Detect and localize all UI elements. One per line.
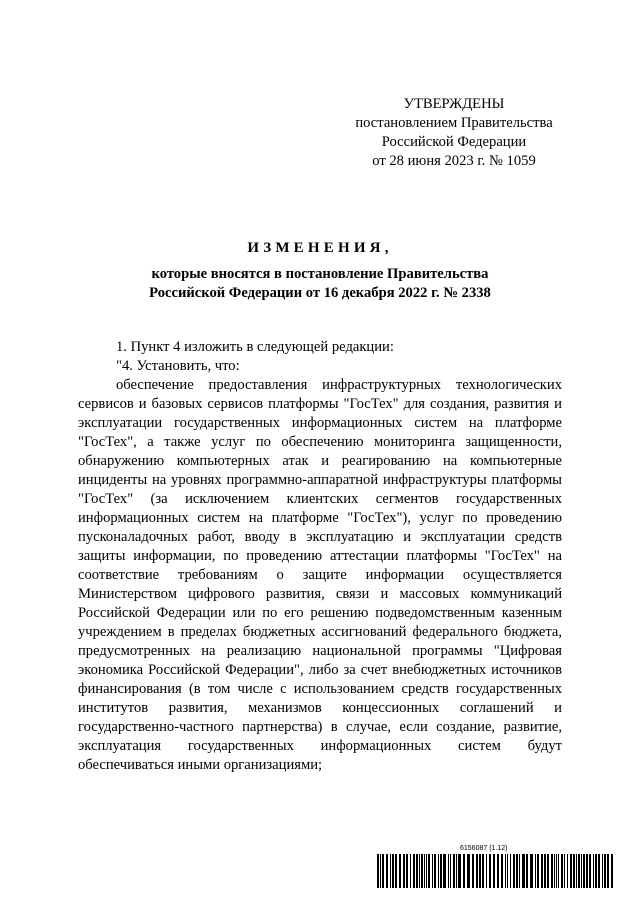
document-body: [78, 338, 562, 775]
barcode-bar: [604, 854, 606, 888]
barcode-bar: [380, 854, 381, 888]
barcode-bar: [537, 854, 539, 888]
barcode-bar: [551, 854, 553, 888]
barcode-bar: [541, 854, 543, 888]
barcode-bar: [489, 854, 491, 888]
barcode-bar: [497, 854, 499, 888]
barcode-bar: [395, 854, 397, 888]
barcode-bar: [428, 854, 430, 888]
barcode-bar: [516, 854, 518, 888]
barcode-bar: [556, 854, 557, 888]
barcode-bar: [438, 854, 439, 888]
barcode-bar: [576, 854, 577, 888]
barcode-bar: [424, 854, 425, 888]
document-subtitle: [90, 265, 550, 303]
barcode-bar: [426, 854, 427, 888]
approval-line-2: Российской Федерации: [381, 134, 527, 150]
barcode-bar: [522, 854, 525, 888]
barcode-image: [377, 854, 614, 888]
approval-line-3: от 28 июня 2023 г. № 1059: [372, 153, 536, 169]
approval-heading: УТВЕРЖДЕНЫ: [403, 96, 505, 112]
barcode-bar: [567, 854, 568, 888]
barcode-bar: [583, 854, 585, 888]
barcode-bar: [406, 854, 408, 888]
barcode-bar: [505, 854, 506, 888]
approval-line-1: постановлением Правительства: [355, 115, 553, 131]
barcode-bar: [453, 854, 455, 888]
barcode-bar: [513, 854, 515, 888]
barcode-bar: [392, 854, 394, 888]
barcode-bar: [554, 854, 555, 888]
barcode-bar: [570, 854, 572, 888]
barcode-bar: [434, 854, 436, 888]
barcode-bar: [443, 854, 446, 888]
barcode-bar: [589, 854, 591, 888]
barcode-bar: [493, 854, 495, 888]
barcode-bar: [413, 854, 415, 888]
barcode-bar: [458, 854, 461, 888]
barcode-bar: [463, 854, 465, 888]
barcode-bar: [593, 854, 594, 888]
barcode-bar: [561, 854, 563, 888]
barcode-bar: [598, 854, 600, 888]
barcode-bar: [467, 854, 470, 888]
barcode-bar: [432, 854, 433, 888]
document-code: 6156087 (1.12): [460, 845, 508, 852]
barcode-bar: [448, 854, 449, 888]
barcode-bar: [479, 854, 481, 888]
document-title: ИЗМЕНЕНИЯ,: [247, 240, 393, 256]
barcode-bar: [611, 854, 613, 888]
barcode-bar: [421, 854, 423, 888]
barcode-bar: [382, 854, 384, 888]
barcode-bar: [530, 854, 533, 888]
barcode-bar: [510, 854, 511, 888]
subtitle-line-1: которые вносятся в постановление Правительства: [151, 266, 489, 282]
barcode-bar: [547, 854, 549, 888]
barcode-bar: [390, 854, 391, 888]
barcode-bar: [507, 854, 508, 888]
barcode-bar: [416, 854, 418, 888]
barcode-bar: [440, 854, 442, 888]
paragraph-1: 1. Пункт 4 изложить в следующей редакции:: [116, 339, 394, 355]
barcode-bar: [399, 854, 401, 888]
barcode-bar: [472, 854, 474, 888]
paragraph-3: обеспечение предоставления инфраструктурных технологических сервисов и базовых сервисов платформы "ГосТех" для создания, развития и эксплуатации государственных информационных систем на платформе "ГосТех", а также услуг по обеспечению мониторинга защищенности, обнаружению компьютерных атак и реагированию на компьютерные инциденты на уровнях программно-аппаратной инфраструктуры платформы "ГосТех" (за исключением клиентских сегментов государственных информационных систем на платформе "ГосТех"), услуг по проведению пусконаладочных работ, вводу в эксплуатацию и эксплуатации средств защиты информации, по проведению аттестации платформы "ГосТех" на соответствие требованиям о защите информации осуществляется Министерством цифрового развития, связи и массовых коммуникаций Российской Федерации или по его решению подведомственным казенным учреждением в пределах бюджетных ассигнований федерального бюджета, предусмотренных на реализацию национальной программы "Цифровая экономика Российской Федерации", либо за счет внебюджетных источников финансирования (в том числе с использованием средств государственных институтов развития, механизмов концессионных соглашений и государственно-частного партнерства) в случае, если создание, развитие, эксплуатация государственных информационных систем будут обеспечиваться иными организациями;: [78, 377, 562, 773]
barcode-bar: [403, 854, 405, 888]
barcode-bar: [595, 854, 597, 888]
paragraph-2: "4. Установить, что:: [116, 358, 240, 374]
barcode-bar: [486, 854, 487, 888]
barcode-bar: [501, 854, 503, 888]
barcode-bar: [586, 854, 588, 888]
barcode-bar: [526, 854, 528, 888]
barcode-bar: [519, 854, 520, 888]
barcode-bar: [419, 854, 420, 888]
barcode-bar: [573, 854, 575, 888]
barcode-bar: [558, 854, 559, 888]
barcode-bar: [386, 854, 388, 888]
barcode-bar: [456, 854, 457, 888]
barcode-bar: [482, 854, 484, 888]
barcode-bar: [476, 854, 478, 888]
barcode-bar: [564, 854, 565, 888]
barcode-bar: [377, 854, 379, 888]
barcode-bar: [450, 854, 451, 888]
barcode-bar: [544, 854, 546, 888]
barcode-bar: [535, 854, 536, 888]
barcode-bar: [410, 854, 411, 888]
barcode-bar: [581, 854, 582, 888]
barcode-bar: [607, 854, 609, 888]
approval-block: [340, 95, 568, 171]
barcode-bar: [602, 854, 603, 888]
subtitle-line-2: Российской Федерации от 16 декабря 2022 г. № 2338: [149, 285, 491, 301]
barcode-bar: [578, 854, 580, 888]
